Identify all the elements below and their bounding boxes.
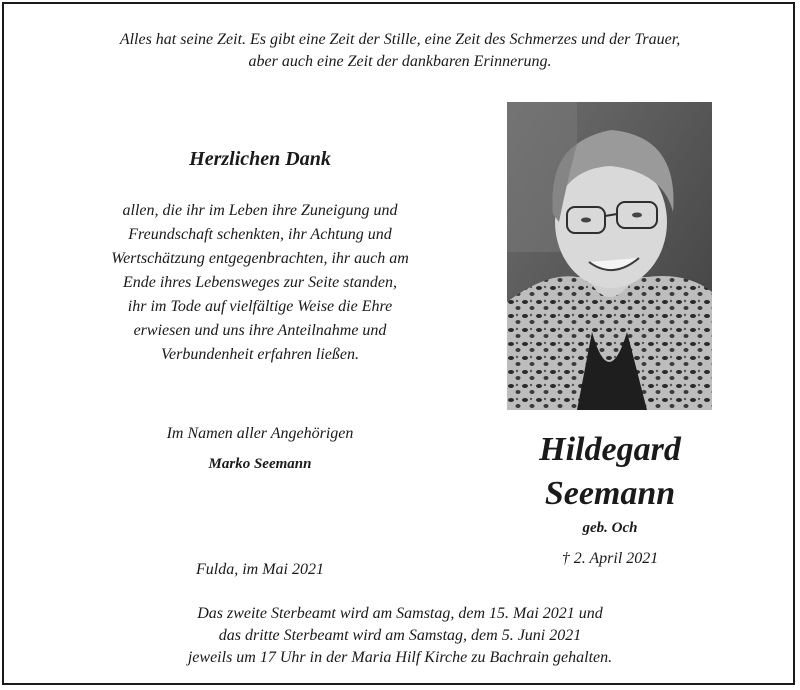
on-behalf-line: Im Namen aller Angehörigen: [166, 425, 354, 442]
intro-line-2: aber auch eine Zeit der dankbaren Erinnerung.: [248, 53, 552, 70]
thanks-line: allen, die ihr im Leben ihre Zuneigung und: [122, 202, 398, 219]
thanks-line: Wertschätzung entgegenbrachten, ihr auch am: [111, 250, 409, 267]
thanks-line: Freundschaft schenkten, ihr Achtung und: [128, 226, 392, 243]
place-and-date: Fulda, im Mai 2021: [196, 561, 324, 578]
deceased-last-name: Seemann: [544, 475, 676, 512]
death-date: † 2. April 2021: [561, 550, 659, 567]
thanks-line: Verbundenheit erfahren ließen.: [160, 346, 360, 363]
thanks-line: Ende ihres Lebensweges zur Seite standen,: [122, 274, 398, 291]
portrait-icon: [507, 102, 712, 410]
signatory-name: Marko Seemann: [208, 456, 312, 472]
service-notice: [10, 603, 790, 669]
deceased-first-name: Hildegard: [539, 431, 681, 468]
deceased-birth-name: geb. Och: [582, 520, 638, 536]
intro-line-1: Alles hat seine Zeit. Es gibt eine Zeit der Stille, eine Zeit des Schmerzes und der Trauer,: [119, 31, 681, 48]
thanks-line: ihr im Tode auf vielfältige Weise die Ehre: [127, 298, 393, 315]
thanks-text: [55, 199, 465, 367]
notice-line-1: Das zweite Sterbeamt wird am Samstag, dem 15. Mai 2021 und: [197, 605, 603, 622]
portrait-photo: [507, 102, 712, 410]
notice-line-2: das dritte Sterbeamt wird am Samstag, dem 5. Juni 2021: [218, 627, 582, 644]
thanks-heading: Herzlichen Dank: [189, 148, 331, 170]
intro-quote: [10, 29, 790, 73]
thanks-line: erwiesen und uns ihre Anteilnahme und: [133, 322, 387, 339]
notice-line-3: jeweils um 17 Uhr in der Maria Hilf Kirche zu Bachrain gehalten.: [187, 649, 613, 666]
